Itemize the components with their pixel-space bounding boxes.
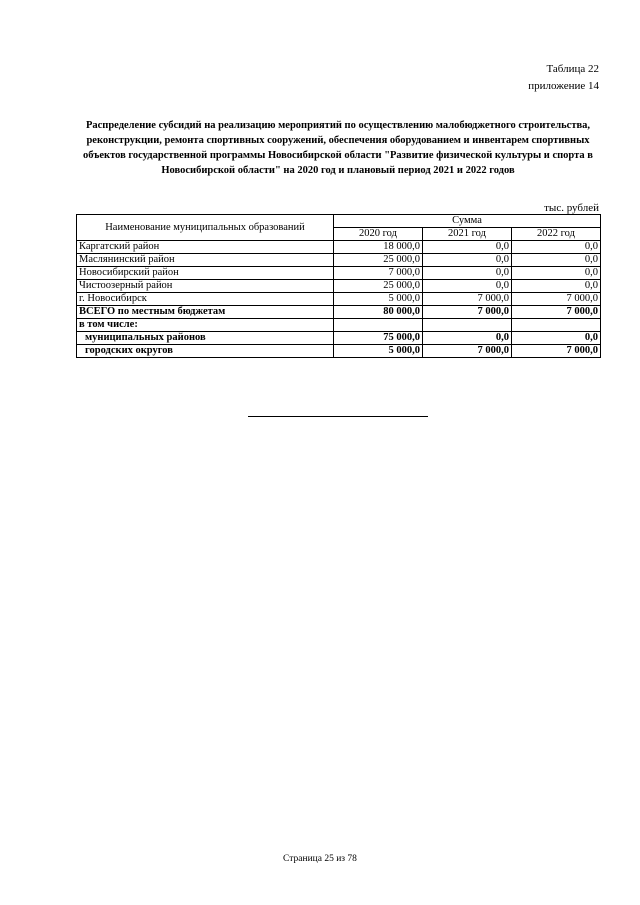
urban-2021: 7 000,0 bbox=[423, 345, 512, 358]
total-row bbox=[77, 306, 601, 319]
value-2020: 7 000,0 bbox=[334, 267, 423, 280]
table-row bbox=[77, 254, 601, 267]
municipal-2020: 75 000,0 bbox=[334, 332, 423, 345]
document-title: Распределение субсидий на реализацию мероприятий по осуществлению малобюджетного строительства, реконструкции, ремонта спортивных сооружений, обеспечения оборудованием и инвентарем спортивных объектов государственной программы Новосибирской области "Развитие физической культуры и спорта в Новосибирской области" на 2020 год и плановый период 2021 и 2022 годов bbox=[83, 120, 593, 176]
municipal-name: муниципальных районов bbox=[77, 332, 334, 345]
total-2021: 7 000,0 bbox=[423, 306, 512, 319]
row-name: Маслянинский район bbox=[77, 254, 334, 267]
header-row bbox=[77, 215, 601, 228]
including-label: в том числе: bbox=[77, 319, 334, 332]
year-2020-header: 2020 год bbox=[334, 228, 423, 241]
value-2022: 0,0 bbox=[512, 241, 601, 254]
year-2021-header: 2021 год bbox=[423, 228, 512, 241]
municipal-2022: 0,0 bbox=[512, 332, 601, 345]
urban-2020: 5 000,0 bbox=[334, 345, 423, 358]
page-footer: Страница 25 из 78 bbox=[283, 854, 357, 864]
municipal-row bbox=[77, 332, 601, 345]
value-2022: 0,0 bbox=[512, 280, 601, 293]
value-2021: 0,0 bbox=[423, 280, 512, 293]
value-2021: 7 000,0 bbox=[423, 293, 512, 306]
row-name: Чистоозерный район bbox=[77, 280, 334, 293]
table-row bbox=[77, 293, 601, 306]
table-row bbox=[77, 241, 601, 254]
year-2022-header: 2022 год bbox=[512, 228, 601, 241]
municipal-2021: 0,0 bbox=[423, 332, 512, 345]
value-2020: 25 000,0 bbox=[334, 280, 423, 293]
column-header-sum: Сумма bbox=[334, 215, 601, 228]
value-2022: 0,0 bbox=[512, 254, 601, 267]
empty-cell bbox=[512, 319, 601, 332]
value-2020: 5 000,0 bbox=[334, 293, 423, 306]
value-2022: 0,0 bbox=[512, 267, 601, 280]
table-number: Таблица 22 bbox=[546, 63, 599, 75]
table-row bbox=[77, 280, 601, 293]
appendix-label: приложение 14 bbox=[528, 80, 599, 92]
column-header-name: Наименование муниципальных образований bbox=[77, 215, 334, 241]
value-2022: 7 000,0 bbox=[512, 293, 601, 306]
empty-cell bbox=[423, 319, 512, 332]
value-2021: 0,0 bbox=[423, 267, 512, 280]
table-row bbox=[77, 267, 601, 280]
empty-cell bbox=[334, 319, 423, 332]
total-2020: 80 000,0 bbox=[334, 306, 423, 319]
units-label: тыс. рублей bbox=[544, 202, 599, 214]
row-name: Каргатский район bbox=[77, 241, 334, 254]
row-name: г. Новосибирск bbox=[77, 293, 334, 306]
value-2020: 25 000,0 bbox=[334, 254, 423, 267]
value-2020: 18 000,0 bbox=[334, 241, 423, 254]
value-2021: 0,0 bbox=[423, 254, 512, 267]
urban-name: городских округов bbox=[77, 345, 334, 358]
total-2022: 7 000,0 bbox=[512, 306, 601, 319]
row-name: Новосибирский район bbox=[77, 267, 334, 280]
including-row bbox=[77, 319, 601, 332]
value-2021: 0,0 bbox=[423, 241, 512, 254]
total-name: ВСЕГО по местным бюджетам bbox=[77, 306, 334, 319]
separator-line bbox=[248, 416, 428, 417]
subsidy-table bbox=[76, 214, 601, 358]
urban-row bbox=[77, 345, 601, 358]
urban-2022: 7 000,0 bbox=[512, 345, 601, 358]
